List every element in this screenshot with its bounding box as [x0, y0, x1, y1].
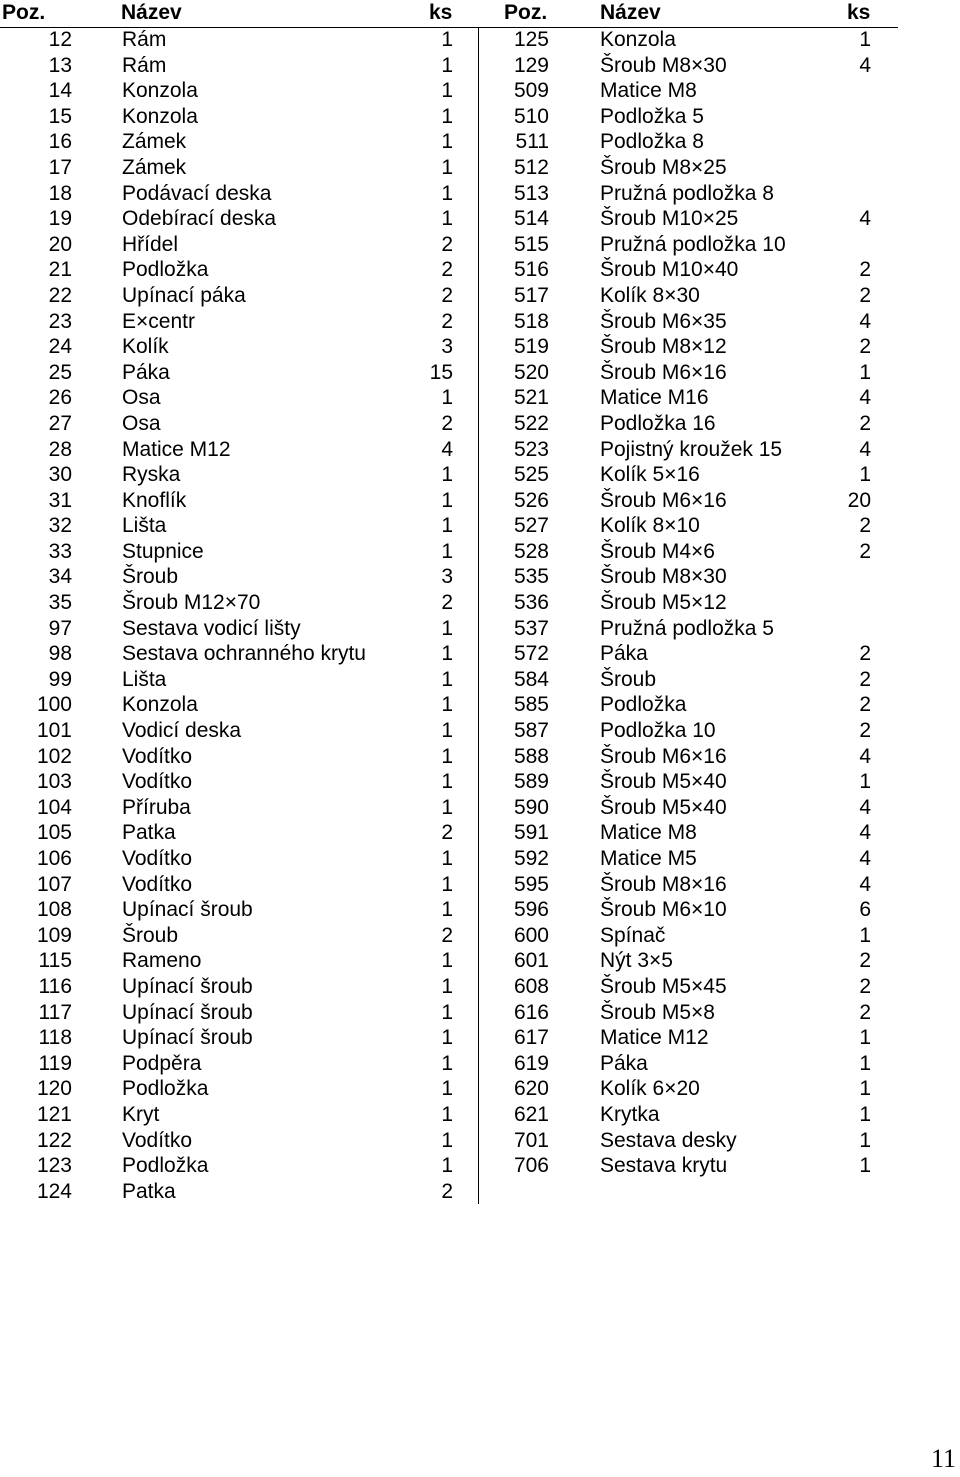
part-quantity: 2 [441, 821, 453, 845]
part-name: Konzola [122, 104, 198, 128]
part-name: Vodítko [122, 872, 193, 896]
part-name: Šroub M5×12 [600, 591, 727, 615]
part-quantity: 1 [859, 463, 871, 487]
part-quantity: 1 [441, 104, 453, 128]
part-name: Šroub M8×30 [600, 565, 727, 589]
part-position: 17 [48, 155, 72, 179]
part-quantity: 1 [441, 539, 453, 563]
part-name: Konzola [600, 28, 676, 51]
part-position: 517 [513, 283, 549, 307]
part-name: Kolík 8×10 [600, 514, 700, 538]
part-position: 98 [48, 642, 72, 666]
part-name: Kolík 8×30 [600, 283, 700, 307]
part-name: Vodítko [122, 847, 193, 870]
part-quantity: 1 [441, 949, 453, 973]
part-position: 107 [36, 872, 72, 896]
part-position: 591 [513, 821, 549, 845]
part-quantity: 4 [859, 821, 871, 845]
part-position: 620 [513, 1077, 549, 1101]
part-position: 106 [36, 847, 72, 870]
part-position: 22 [48, 283, 72, 307]
part-quantity: 4 [441, 437, 453, 461]
part-position: 104 [36, 795, 72, 819]
part-quantity: 1 [859, 923, 871, 947]
part-position: 18 [48, 181, 72, 205]
part-quantity: 1 [441, 667, 453, 691]
part-position: 33 [48, 539, 72, 563]
part-position: 515 [513, 232, 549, 256]
part-position: 589 [513, 770, 549, 794]
part-quantity: 1 [441, 719, 453, 743]
part-position: 595 [513, 872, 549, 896]
part-position: 101 [36, 719, 72, 743]
part-name: Podložka 10 [600, 719, 716, 743]
part-quantity: 1 [441, 181, 453, 205]
part-position: 20 [48, 232, 72, 256]
part-name: Šroub M5×8 [600, 1000, 715, 1024]
part-quantity: 2 [859, 335, 871, 359]
part-quantity: 3 [441, 565, 453, 589]
part-position: 100 [36, 693, 72, 717]
part-name: Šroub [122, 565, 179, 589]
part-position: 26 [48, 386, 72, 410]
part-name: Pružná podložka 8 [600, 181, 774, 205]
part-position: 523 [513, 437, 549, 461]
part-quantity: 1 [441, 847, 453, 870]
part-quantity: 4 [859, 872, 871, 896]
part-position: 21 [48, 258, 72, 282]
part-position: 121 [36, 1102, 72, 1126]
part-quantity: 1 [859, 1051, 871, 1075]
part-name: Vodítko [122, 770, 193, 794]
header-qty-right: ks [847, 1, 871, 24]
part-name: Matice M8 [600, 821, 697, 845]
part-name: Šroub M5×45 [600, 974, 727, 998]
part-quantity: 1 [441, 795, 453, 819]
part-quantity: 15 [429, 360, 453, 384]
part-quantity: 2 [859, 667, 871, 691]
part-position: 109 [36, 923, 72, 947]
part-position: 616 [513, 1000, 549, 1024]
part-quantity: 2 [441, 923, 453, 947]
part-position: 31 [48, 488, 72, 512]
part-name: Šroub M8×25 [600, 155, 727, 179]
part-name: Nýt 3×5 [600, 949, 673, 973]
part-name: Podložka 8 [600, 130, 704, 154]
part-quantity: 1 [441, 1128, 453, 1152]
part-quantity: 3 [441, 335, 453, 359]
part-position: 102 [36, 744, 72, 768]
part-name: Matice M8 [600, 79, 697, 103]
part-quantity: 2 [859, 283, 871, 307]
part-name: Matice M5 [600, 847, 697, 870]
part-quantity: 4 [859, 437, 871, 461]
part-name: Pružná podložka 10 [600, 232, 786, 256]
part-position: 526 [513, 488, 549, 512]
part-position: 13 [48, 53, 72, 77]
part-quantity: 1 [859, 1026, 871, 1050]
part-quantity: 1 [859, 1077, 871, 1101]
part-position: 32 [48, 514, 72, 538]
part-name: Vodítko [122, 744, 193, 768]
part-quantity: 1 [859, 360, 871, 384]
part-quantity: 1 [441, 1154, 453, 1178]
part-name: Šroub [122, 923, 179, 947]
part-quantity: 2 [859, 974, 871, 998]
part-position: 124 [36, 1179, 72, 1203]
part-name: Upínací šroub [122, 898, 253, 922]
part-quantity: 2 [859, 514, 871, 538]
part-name: Stupnice [122, 539, 204, 563]
part-position: 117 [38, 1000, 72, 1024]
part-name: Šroub M10×40 [600, 258, 739, 282]
part-quantity: 1 [441, 1026, 453, 1050]
part-quantity: 1 [441, 1000, 453, 1024]
part-name: Patka [122, 1179, 176, 1203]
part-name: Páka [600, 642, 648, 666]
part-position: 108 [36, 898, 72, 922]
part-position: 510 [513, 104, 549, 128]
part-name: Knoflík [122, 488, 187, 512]
part-position: 516 [513, 258, 549, 282]
part-quantity: 1 [441, 207, 453, 231]
header-qty-left: ks [429, 1, 453, 24]
part-quantity: 2 [859, 1000, 871, 1024]
part-position: 103 [36, 770, 72, 794]
part-position: 528 [513, 539, 549, 563]
part-name: Upínací šroub [122, 1000, 253, 1024]
part-name: Konzola [122, 79, 198, 103]
part-position: 536 [513, 591, 549, 615]
part-name: Matice M12 [122, 437, 231, 461]
part-position: 521 [513, 386, 549, 410]
part-name: Šroub M5×40 [600, 795, 727, 819]
part-position: 600 [513, 923, 549, 947]
part-quantity: 2 [441, 1179, 453, 1203]
part-name: Sestava vodicí lišty [122, 616, 301, 640]
part-name: Osa [122, 411, 161, 435]
part-position: 118 [38, 1026, 72, 1050]
part-quantity: 1 [441, 616, 453, 640]
part-position: 592 [513, 847, 549, 870]
part-position: 601 [513, 949, 549, 973]
part-name: Páka [600, 1051, 648, 1075]
part-quantity: 2 [441, 232, 453, 256]
part-quantity: 4 [859, 309, 871, 333]
part-position: 520 [513, 360, 549, 384]
part-position: 35 [48, 591, 72, 615]
part-position: 588 [513, 744, 549, 768]
part-position: 512 [513, 155, 549, 179]
part-name: Sestava ochranného krytu [122, 642, 366, 666]
part-position: 119 [38, 1051, 72, 1075]
part-position: 97 [48, 616, 72, 640]
part-quantity: 1 [441, 1102, 453, 1126]
part-position: 518 [513, 309, 549, 333]
part-quantity: 1 [441, 1077, 453, 1101]
part-position: 28 [48, 437, 72, 461]
part-name: Matice M16 [600, 386, 709, 410]
part-name: Zámek [122, 130, 187, 154]
part-name: Rám [122, 53, 167, 77]
part-position: 509 [513, 79, 549, 103]
page-number: 11 [930, 1444, 956, 1473]
part-name: Podpěra [122, 1051, 202, 1075]
part-position: 120 [36, 1077, 72, 1101]
part-name: Páka [122, 360, 170, 384]
part-name: Šroub M8×30 [600, 53, 727, 77]
part-quantity: 1 [859, 28, 871, 51]
part-name: E×centr [122, 309, 195, 333]
part-position: 587 [513, 719, 549, 743]
part-name: Kolík [122, 335, 169, 359]
part-name: Podložka [122, 1154, 209, 1178]
part-quantity: 4 [859, 847, 871, 870]
part-name: Podložka [122, 1077, 209, 1101]
part-position: 522 [513, 411, 549, 435]
part-quantity: 1 [441, 693, 453, 717]
part-name: Patka [122, 821, 176, 845]
part-position: 584 [513, 667, 549, 691]
part-name: Matice M12 [600, 1026, 709, 1050]
part-name: Ryska [122, 463, 181, 487]
part-quantity: 1 [441, 642, 453, 666]
part-quantity: 1 [441, 898, 453, 922]
part-position: 34 [48, 565, 72, 589]
part-name: Lišta [122, 667, 167, 691]
part-name: Konzola [122, 693, 198, 717]
part-name: Kryt [122, 1102, 160, 1126]
part-name: Upínací šroub [122, 974, 253, 998]
part-quantity: 2 [441, 309, 453, 333]
part-name: Šroub M6×35 [600, 309, 727, 333]
part-quantity: 1 [441, 386, 453, 410]
part-position: 25 [48, 360, 72, 384]
part-name: Rameno [122, 949, 202, 973]
part-name: Pružná podložka 5 [600, 616, 774, 640]
part-name: Lišta [122, 514, 167, 538]
part-quantity: 4 [859, 53, 871, 77]
part-position: 125 [513, 28, 549, 51]
part-position: 617 [513, 1026, 549, 1050]
part-position: 129 [513, 53, 549, 77]
part-position: 608 [513, 974, 549, 998]
part-quantity: 4 [859, 386, 871, 410]
part-quantity: 2 [859, 719, 871, 743]
part-position: 27 [48, 411, 72, 435]
part-position: 514 [513, 207, 549, 231]
part-position: 23 [48, 309, 72, 333]
part-position: 572 [513, 642, 549, 666]
part-quantity: 1 [441, 974, 453, 998]
column-divider [478, 27, 479, 1204]
part-position: 619 [513, 1051, 549, 1075]
part-name: Šroub M8×16 [600, 872, 727, 896]
part-quantity: 1 [859, 1102, 871, 1126]
part-quantity: 1 [441, 28, 453, 51]
part-position: 19 [48, 207, 72, 231]
part-quantity: 1 [441, 770, 453, 794]
part-name: Šroub M6×16 [600, 488, 727, 512]
part-name: Spínač [600, 923, 666, 947]
part-name: Podložka [122, 258, 209, 282]
part-name: Sestava desky [600, 1128, 737, 1152]
part-quantity: 2 [859, 949, 871, 973]
part-name: Kolík 5×16 [600, 463, 700, 487]
part-position: 12 [48, 28, 72, 51]
part-position: 596 [513, 898, 549, 922]
part-position: 115 [38, 949, 72, 973]
part-quantity: 1 [859, 770, 871, 794]
header-name-right: Název [600, 1, 661, 24]
part-quantity: 4 [859, 207, 871, 231]
part-name: Šroub M6×16 [600, 360, 727, 384]
part-name: Šroub [600, 667, 657, 691]
part-position: 123 [36, 1154, 72, 1178]
part-position: 590 [513, 795, 549, 819]
part-name: Upínací páka [122, 283, 246, 307]
header-name-left: Název [121, 1, 182, 24]
part-name: Šroub M8×12 [600, 335, 727, 359]
part-name: Zámek [122, 155, 187, 179]
part-quantity: 20 [847, 488, 871, 512]
part-position: 519 [513, 335, 549, 359]
part-quantity: 1 [441, 488, 453, 512]
part-quantity: 4 [859, 795, 871, 819]
part-quantity: 4 [859, 744, 871, 768]
part-quantity: 1 [859, 1154, 871, 1178]
header-pos-right: Poz. [504, 1, 548, 24]
part-position: 527 [513, 514, 549, 538]
part-position: 537 [513, 616, 549, 640]
part-quantity: 1 [441, 1051, 453, 1075]
part-name: Šroub M6×16 [600, 744, 727, 768]
part-name: Vodítko [122, 1128, 193, 1152]
part-name: Šroub M4×6 [600, 539, 715, 563]
part-name: Podávací deska [122, 181, 272, 205]
part-name: Šroub M5×40 [600, 770, 727, 794]
part-name: Hřídel [122, 232, 179, 256]
part-name: Příruba [122, 795, 191, 819]
part-name: Vodicí deska [122, 719, 242, 743]
part-quantity: 1 [859, 1128, 871, 1152]
part-quantity: 6 [859, 898, 871, 922]
part-name: Krytka [600, 1102, 660, 1126]
part-name: Šroub M12×70 [122, 591, 261, 615]
part-name: Pojistný kroužek 15 [600, 437, 783, 461]
part-quantity: 1 [441, 514, 453, 538]
part-name: Rám [122, 28, 167, 51]
part-quantity: 2 [859, 693, 871, 717]
part-name: Sestava krytu [600, 1154, 728, 1178]
part-quantity: 2 [441, 258, 453, 282]
part-position: 99 [48, 667, 72, 691]
part-quantity: 2 [859, 258, 871, 282]
part-name: Upínací šroub [122, 1026, 253, 1050]
part-quantity: 1 [441, 130, 453, 154]
part-position: 30 [48, 463, 72, 487]
part-position: 15 [48, 104, 72, 128]
part-quantity: 1 [441, 744, 453, 768]
part-position: 116 [38, 974, 72, 998]
part-name: Kolík 6×20 [600, 1077, 700, 1101]
part-quantity: 1 [441, 53, 453, 77]
part-position: 701 [513, 1128, 549, 1152]
header-pos-left: Poz. [2, 1, 46, 24]
part-quantity: 1 [441, 872, 453, 896]
part-name: Šroub M6×10 [600, 898, 727, 922]
part-name: Osa [122, 386, 161, 410]
part-position: 16 [48, 130, 72, 154]
part-quantity: 1 [441, 79, 453, 103]
part-position: 585 [513, 693, 549, 717]
part-quantity: 2 [441, 411, 453, 435]
part-quantity: 2 [859, 539, 871, 563]
part-position: 105 [36, 821, 72, 845]
part-name: Podložka 5 [600, 104, 704, 128]
part-name: Podložka [600, 693, 687, 717]
part-name: Podložka 16 [600, 411, 716, 435]
part-position: 525 [513, 463, 549, 487]
part-quantity: 2 [859, 642, 871, 666]
part-position: 535 [513, 565, 549, 589]
part-position: 513 [513, 181, 549, 205]
part-quantity: 1 [441, 463, 453, 487]
part-name: Šroub M10×25 [600, 207, 739, 231]
part-position: 122 [36, 1128, 72, 1152]
part-position: 621 [513, 1102, 549, 1126]
table-header [0, 0, 898, 28]
part-quantity: 1 [441, 155, 453, 179]
part-position: 511 [515, 130, 549, 154]
part-position: 24 [48, 335, 72, 359]
part-quantity: 2 [441, 591, 453, 615]
part-quantity: 2 [859, 411, 871, 435]
part-position: 706 [513, 1154, 549, 1178]
part-quantity: 2 [441, 283, 453, 307]
part-name: Odebírací deska [122, 207, 277, 231]
part-position: 14 [48, 79, 72, 103]
